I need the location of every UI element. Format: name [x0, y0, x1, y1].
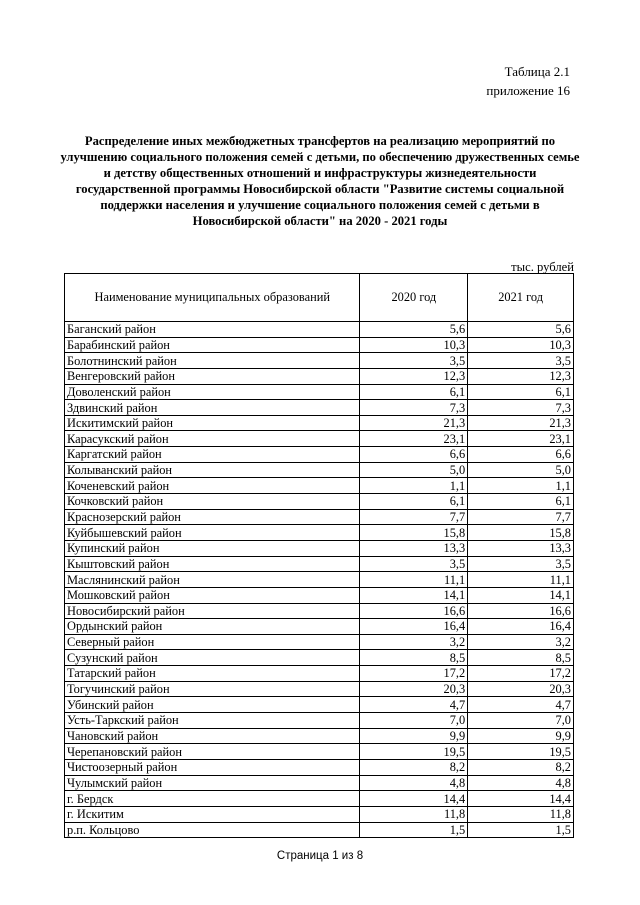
- table-row: [65, 353, 574, 369]
- value-2021-cell: 6,1: [468, 384, 574, 400]
- column-header-2020: 2020 год: [360, 274, 468, 322]
- table-row: [65, 650, 574, 666]
- value-2021-cell: 20,3: [468, 681, 574, 697]
- municipality-cell: Новосибирский район: [65, 603, 360, 619]
- municipality-cell: р.п. Кольцово: [65, 822, 360, 838]
- value-2021-cell: 21,3: [468, 415, 574, 431]
- municipality-cell: Здвинский район: [65, 400, 360, 416]
- value-2020-cell: 15,8: [360, 525, 468, 541]
- municipality-cell: Ордынский район: [65, 619, 360, 635]
- table-row: [65, 337, 574, 353]
- municipality-cell: Колыванский район: [65, 462, 360, 478]
- value-2020-cell: 7,3: [360, 400, 468, 416]
- value-2021-cell: 8,2: [468, 759, 574, 775]
- municipality-cell: Тогучинский район: [65, 681, 360, 697]
- value-2020-cell: 11,1: [360, 572, 468, 588]
- value-2020-cell: 3,5: [360, 353, 468, 369]
- municipality-cell: Краснозерский район: [65, 509, 360, 525]
- value-2020-cell: 5,0: [360, 462, 468, 478]
- table-row: [65, 415, 574, 431]
- municipality-cell: Куйбышевский район: [65, 525, 360, 541]
- value-2021-cell: 4,7: [468, 697, 574, 713]
- municipality-cell: г. Бердск: [65, 791, 360, 807]
- page-indicator: Страница 1 из 8: [276, 850, 364, 862]
- table-row: [65, 540, 574, 556]
- value-2020-cell: 11,8: [360, 806, 468, 822]
- value-2021-cell: 19,5: [468, 744, 574, 760]
- municipality-cell: Барабинский район: [65, 337, 360, 353]
- municipality-cell: Купинский район: [65, 540, 360, 556]
- municipality-cell: Венгеровский район: [65, 368, 360, 384]
- appendix-label: приложение 16: [486, 83, 570, 98]
- municipality-cell: Убинский район: [65, 697, 360, 713]
- value-2020-cell: 14,1: [360, 587, 468, 603]
- municipality-cell: Чулымский район: [65, 775, 360, 791]
- municipality-cell: Кочковский район: [65, 494, 360, 510]
- value-2020-cell: 21,3: [360, 415, 468, 431]
- table-row: [65, 603, 574, 619]
- municipality-cell: Маслянинский район: [65, 572, 360, 588]
- value-2020-cell: 13,3: [360, 540, 468, 556]
- value-2020-cell: 3,5: [360, 556, 468, 572]
- table-row: [65, 572, 574, 588]
- value-2020-cell: 7,0: [360, 713, 468, 729]
- value-2021-cell: 7,3: [468, 400, 574, 416]
- value-2021-cell: 5,0: [468, 462, 574, 478]
- value-2021-cell: 8,5: [468, 650, 574, 666]
- municipality-cell: Болотнинский район: [65, 353, 360, 369]
- value-2020-cell: 8,2: [360, 759, 468, 775]
- value-2020-cell: 6,1: [360, 494, 468, 510]
- units-label: тыс. рублей: [511, 260, 574, 274]
- municipality-cell: Усть-Таркский район: [65, 713, 360, 729]
- value-2020-cell: 12,3: [360, 368, 468, 384]
- value-2021-cell: 16,4: [468, 619, 574, 635]
- column-header-municipality: Наименование муниципальных образований: [65, 274, 360, 322]
- municipality-cell: Коченевский район: [65, 478, 360, 494]
- municipality-cell: Татарский район: [65, 666, 360, 682]
- value-2020-cell: 14,4: [360, 791, 468, 807]
- table-row: [65, 509, 574, 525]
- table-row: [65, 806, 574, 822]
- value-2021-cell: 7,7: [468, 509, 574, 525]
- value-2020-cell: 3,2: [360, 634, 468, 650]
- table-row: [65, 759, 574, 775]
- value-2021-cell: 11,8: [468, 806, 574, 822]
- table-row: [65, 728, 574, 744]
- value-2020-cell: 16,4: [360, 619, 468, 635]
- value-2020-cell: 4,8: [360, 775, 468, 791]
- value-2020-cell: 6,6: [360, 447, 468, 463]
- table-row: [65, 462, 574, 478]
- table-row: [65, 744, 574, 760]
- value-2020-cell: 9,9: [360, 728, 468, 744]
- table-row: [65, 697, 574, 713]
- value-2021-cell: 13,3: [468, 540, 574, 556]
- table-row: [65, 713, 574, 729]
- municipality-cell: Кыштовский район: [65, 556, 360, 572]
- municipality-cell: Баганский район: [65, 322, 360, 338]
- table-row: [65, 368, 574, 384]
- value-2020-cell: 23,1: [360, 431, 468, 447]
- table-row: [65, 634, 574, 650]
- value-2020-cell: 5,6: [360, 322, 468, 338]
- value-2021-cell: 1,1: [468, 478, 574, 494]
- municipality-cell: г. Искитим: [65, 806, 360, 822]
- value-2021-cell: 3,5: [468, 353, 574, 369]
- value-2021-cell: 9,9: [468, 728, 574, 744]
- value-2021-cell: 23,1: [468, 431, 574, 447]
- allocation-table: [64, 273, 574, 838]
- value-2020-cell: 8,5: [360, 650, 468, 666]
- value-2020-cell: 6,1: [360, 384, 468, 400]
- value-2021-cell: 3,5: [468, 556, 574, 572]
- value-2021-cell: 4,8: [468, 775, 574, 791]
- table-row: [65, 556, 574, 572]
- table-row: [65, 791, 574, 807]
- value-2020-cell: 19,5: [360, 744, 468, 760]
- municipality-cell: Доволенский район: [65, 384, 360, 400]
- value-2021-cell: 15,8: [468, 525, 574, 541]
- column-header-2021: 2021 год: [468, 274, 574, 322]
- municipality-cell: Чановский район: [65, 728, 360, 744]
- value-2021-cell: 17,2: [468, 666, 574, 682]
- municipality-cell: Мошковский район: [65, 587, 360, 603]
- table-row: [65, 400, 574, 416]
- value-2021-cell: 14,4: [468, 791, 574, 807]
- value-2020-cell: 1,1: [360, 478, 468, 494]
- municipality-cell: Каргатский район: [65, 447, 360, 463]
- value-2020-cell: 7,7: [360, 509, 468, 525]
- municipality-cell: Северный район: [65, 634, 360, 650]
- municipality-cell: Черепановский район: [65, 744, 360, 760]
- table-row: [65, 619, 574, 635]
- municipality-cell: Сузунский район: [65, 650, 360, 666]
- document-title: Распределение иных межбюджетных трансфертов на реализацию мероприятий по улучшению социального положения семей с детьми, по обеспечению дружественных семье и детству общественных отношений и инфраструктуры жизнедеятельности государственной программы Новосибирской области "Развитие системы социальной поддержки населения и улучшение социального положения семей с детьми в Новосибирской области" на 2020 - 2021 годы: [60, 134, 580, 228]
- table-row: [65, 775, 574, 791]
- value-2021-cell: 16,6: [468, 603, 574, 619]
- municipality-cell: Искитимский район: [65, 415, 360, 431]
- table-row: [65, 666, 574, 682]
- table-row: [65, 384, 574, 400]
- value-2021-cell: 6,6: [468, 447, 574, 463]
- value-2021-cell: 10,3: [468, 337, 574, 353]
- table-row: [65, 322, 574, 338]
- value-2020-cell: 1,5: [360, 822, 468, 838]
- table-row: [65, 587, 574, 603]
- value-2021-cell: 6,1: [468, 494, 574, 510]
- value-2021-cell: 1,5: [468, 822, 574, 838]
- value-2020-cell: 17,2: [360, 666, 468, 682]
- municipality-cell: Чистоозерный район: [65, 759, 360, 775]
- value-2021-cell: 14,1: [468, 587, 574, 603]
- table-row: [65, 447, 574, 463]
- table-row: [65, 478, 574, 494]
- value-2021-cell: 3,2: [468, 634, 574, 650]
- municipality-cell: Карасукский район: [65, 431, 360, 447]
- table-row: [65, 494, 574, 510]
- value-2020-cell: 4,7: [360, 697, 468, 713]
- value-2020-cell: 16,6: [360, 603, 468, 619]
- value-2021-cell: 7,0: [468, 713, 574, 729]
- value-2020-cell: 20,3: [360, 681, 468, 697]
- table-header-row: [65, 274, 574, 322]
- table-row: [65, 822, 574, 838]
- table-row: [65, 681, 574, 697]
- value-2021-cell: 5,6: [468, 322, 574, 338]
- table-row: [65, 431, 574, 447]
- value-2021-cell: 11,1: [468, 572, 574, 588]
- value-2020-cell: 10,3: [360, 337, 468, 353]
- table-number-label: Таблица 2.1: [504, 64, 570, 79]
- table-row: [65, 525, 574, 541]
- value-2021-cell: 12,3: [468, 368, 574, 384]
